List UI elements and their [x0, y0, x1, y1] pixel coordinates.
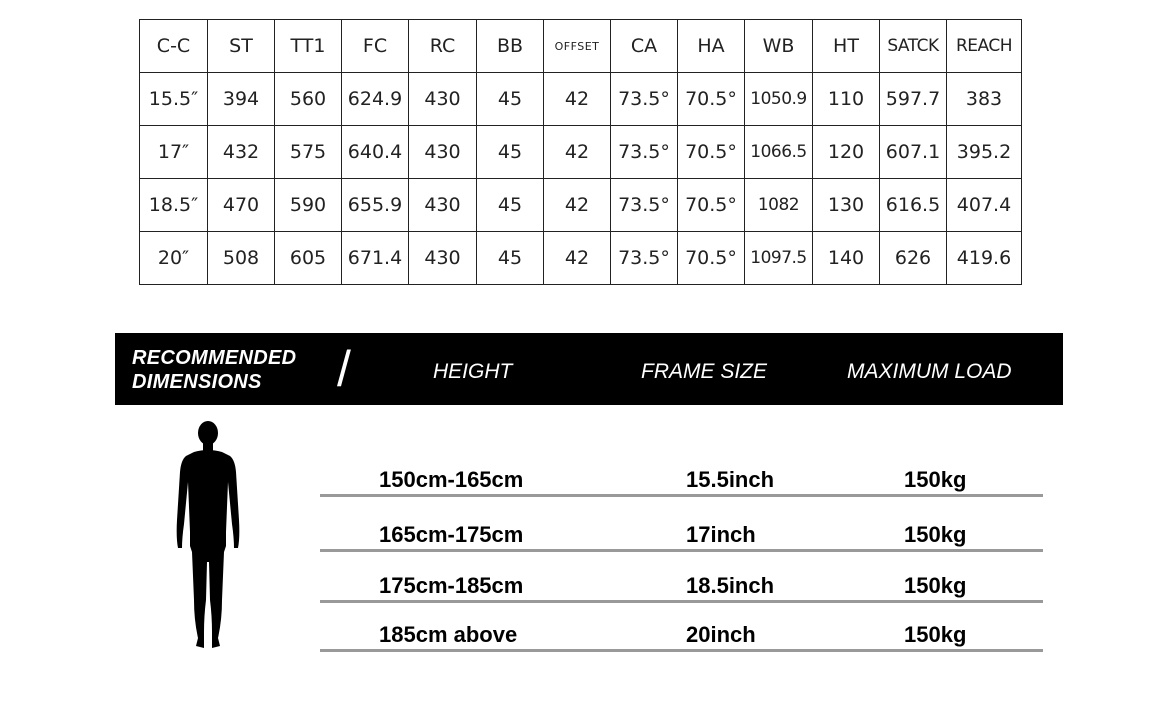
table-cell: 20″ [140, 232, 208, 285]
frame-size-value: 20inch [686, 622, 756, 647]
row-divider [320, 649, 1043, 652]
table-cell: 45 [477, 126, 544, 179]
table-cell: 560 [275, 73, 342, 126]
table-cell: 110 [813, 73, 880, 126]
table-cell: 70.5° [678, 179, 745, 232]
height-value: 175cm-185cm [379, 573, 524, 598]
table-cell: 45 [477, 179, 544, 232]
header-cell: OFFSET [544, 20, 611, 73]
table-cell: 394 [208, 73, 275, 126]
header-cell: HT [813, 20, 880, 73]
header-cell: BB [477, 20, 544, 73]
column-header-maximum-load: MAXIMUM LOAD [847, 360, 1012, 383]
height-value: 165cm-175cm [379, 522, 524, 547]
max-load-value: 150kg [904, 522, 967, 547]
header-cell: REACH [947, 20, 1022, 73]
table-cell: 120 [813, 126, 880, 179]
table-cell: 18.5″ [140, 179, 208, 232]
table-cell: 407.4 [947, 179, 1022, 232]
table-cell: 383 [947, 73, 1022, 126]
row-divider [320, 549, 1043, 552]
table-cell: 1050.9 [745, 73, 813, 126]
table-cell: 45 [477, 232, 544, 285]
table-cell: 607.1 [880, 126, 947, 179]
table-cell: 590 [275, 179, 342, 232]
row-divider [320, 600, 1043, 603]
frame-size-value: 18.5inch [686, 573, 775, 598]
table-cell: 508 [208, 232, 275, 285]
max-load-value: 150kg [904, 467, 967, 492]
table-cell: 73.5° [611, 73, 678, 126]
table-cell: 575 [275, 126, 342, 179]
table-cell: 430 [409, 126, 477, 179]
human-silhouette-icon [172, 420, 244, 656]
table-cell: 42 [544, 179, 611, 232]
table-cell: 430 [409, 179, 477, 232]
table-cell: 42 [544, 232, 611, 285]
table-cell: 395.2 [947, 126, 1022, 179]
column-header-height: HEIGHT [433, 360, 513, 383]
table-cell: 17″ [140, 126, 208, 179]
table-cell: 42 [544, 126, 611, 179]
table-header-row [140, 20, 1022, 73]
table-cell: 130 [813, 179, 880, 232]
header-cell: RC [409, 20, 477, 73]
table-cell: 70.5° [678, 73, 745, 126]
table-cell: 73.5° [611, 232, 678, 285]
table-cell: 430 [409, 232, 477, 285]
header-cell: WB [745, 20, 813, 73]
header-cell: FC [342, 20, 409, 73]
table-cell: 616.5 [880, 179, 947, 232]
table-cell: 70.5° [678, 126, 745, 179]
table-cell: 470 [208, 179, 275, 232]
title-line: DIMENSIONS [132, 371, 262, 393]
frame-size-value: 15.5inch [686, 467, 775, 492]
table-cell: 597.7 [880, 73, 947, 126]
table-cell: 430 [409, 73, 477, 126]
title-line: RECOMMENDED [132, 347, 297, 369]
header-cell: SATCK [880, 20, 947, 73]
table-cell: 70.5° [678, 232, 745, 285]
table-cell: 42 [544, 73, 611, 126]
table-cell: 45 [477, 73, 544, 126]
max-load-value: 150kg [904, 573, 967, 598]
table-cell: 419.6 [947, 232, 1022, 285]
table-cell: 655.9 [342, 179, 409, 232]
table-row [140, 73, 1022, 126]
height-value: 185cm above [379, 622, 518, 647]
height-value: 150cm-165cm [379, 467, 524, 492]
column-header-frame-size: FRAME SIZE [641, 360, 768, 383]
table-cell: 1097.5 [745, 232, 813, 285]
table-cell: 605 [275, 232, 342, 285]
max-load-value: 150kg [904, 622, 967, 647]
geometry-table [139, 19, 1022, 285]
list-item [320, 612, 1043, 652]
table-cell: 1066.5 [745, 126, 813, 179]
table-cell: 626 [880, 232, 947, 285]
list-item [320, 512, 1043, 552]
table-row [140, 126, 1022, 179]
row-divider [320, 494, 1043, 497]
separator: / [337, 341, 351, 397]
header-cell: CA [611, 20, 678, 73]
list-item [320, 457, 1043, 497]
table-row [140, 232, 1022, 285]
table-cell: 73.5° [611, 126, 678, 179]
section-title [132, 346, 296, 394]
header-cell: C-C [140, 20, 208, 73]
table-cell: 640.4 [342, 126, 409, 179]
header-cell: ST [208, 20, 275, 73]
table-cell: 15.5″ [140, 73, 208, 126]
table-cell: 140 [813, 232, 880, 285]
header-cell: HA [678, 20, 745, 73]
table-cell: 624.9 [342, 73, 409, 126]
frame-size-value: 17inch [686, 522, 756, 547]
table-cell: 1082 [745, 179, 813, 232]
table-row [140, 179, 1022, 232]
list-item [320, 563, 1043, 603]
table-cell: 671.4 [342, 232, 409, 285]
recommended-dimensions-header [115, 333, 1063, 405]
header-cell: TT1 [275, 20, 342, 73]
table-cell: 432 [208, 126, 275, 179]
table-cell: 73.5° [611, 179, 678, 232]
